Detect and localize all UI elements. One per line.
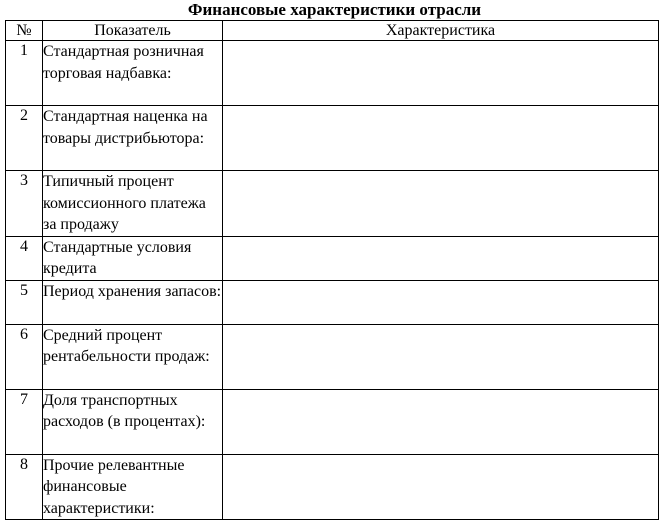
indicator-cell: Типичный процент комиссионного платежа за продажу [43, 171, 223, 237]
table-row [6, 236, 659, 280]
characteristic-cell[interactable] [223, 236, 659, 280]
characteristic-cell[interactable] [223, 324, 659, 389]
table-row [6, 106, 659, 171]
row-number: 6 [6, 324, 43, 389]
column-header-indicator: Показатель [43, 21, 223, 41]
characteristic-cell[interactable] [223, 389, 659, 454]
indicator-cell: Стандартные условия кредита [43, 236, 223, 280]
indicator-cell: Период хранения запасов: [43, 280, 223, 324]
table-row [6, 324, 659, 389]
indicator-cell: Прочие релевантные финансовые характеристики: [43, 454, 223, 520]
characteristic-cell[interactable] [223, 106, 659, 171]
column-header-number: № [6, 21, 43, 41]
row-number: 7 [6, 389, 43, 454]
financial-characteristics-table [5, 20, 659, 520]
row-number: 2 [6, 106, 43, 171]
table-row [6, 454, 659, 520]
indicator-cell: Средний процент рентабельности продаж: [43, 324, 223, 389]
document-title: Финансовые характеристики отрасли [187, 0, 482, 19]
indicator-cell: Доля транспортных расходов (в процентах): [43, 389, 223, 454]
column-header-characteristic: Характеристика [223, 21, 659, 41]
table-row [6, 41, 659, 106]
characteristic-cell[interactable] [223, 171, 659, 237]
row-number: 1 [6, 41, 43, 106]
table-row [6, 389, 659, 454]
indicator-cell: Стандартная розничная торговая надбавка: [43, 41, 223, 106]
row-number: 4 [6, 236, 43, 280]
row-number: 8 [6, 454, 43, 520]
row-number: 5 [6, 280, 43, 324]
table-row [6, 280, 659, 324]
characteristic-cell[interactable] [223, 280, 659, 324]
characteristic-cell[interactable] [223, 41, 659, 106]
table-row [6, 171, 659, 237]
table-header-row [6, 21, 659, 41]
row-number: 3 [6, 171, 43, 237]
characteristic-cell[interactable] [223, 454, 659, 520]
indicator-cell: Стандартная наценка на товары дистрибьютора: [43, 106, 223, 171]
